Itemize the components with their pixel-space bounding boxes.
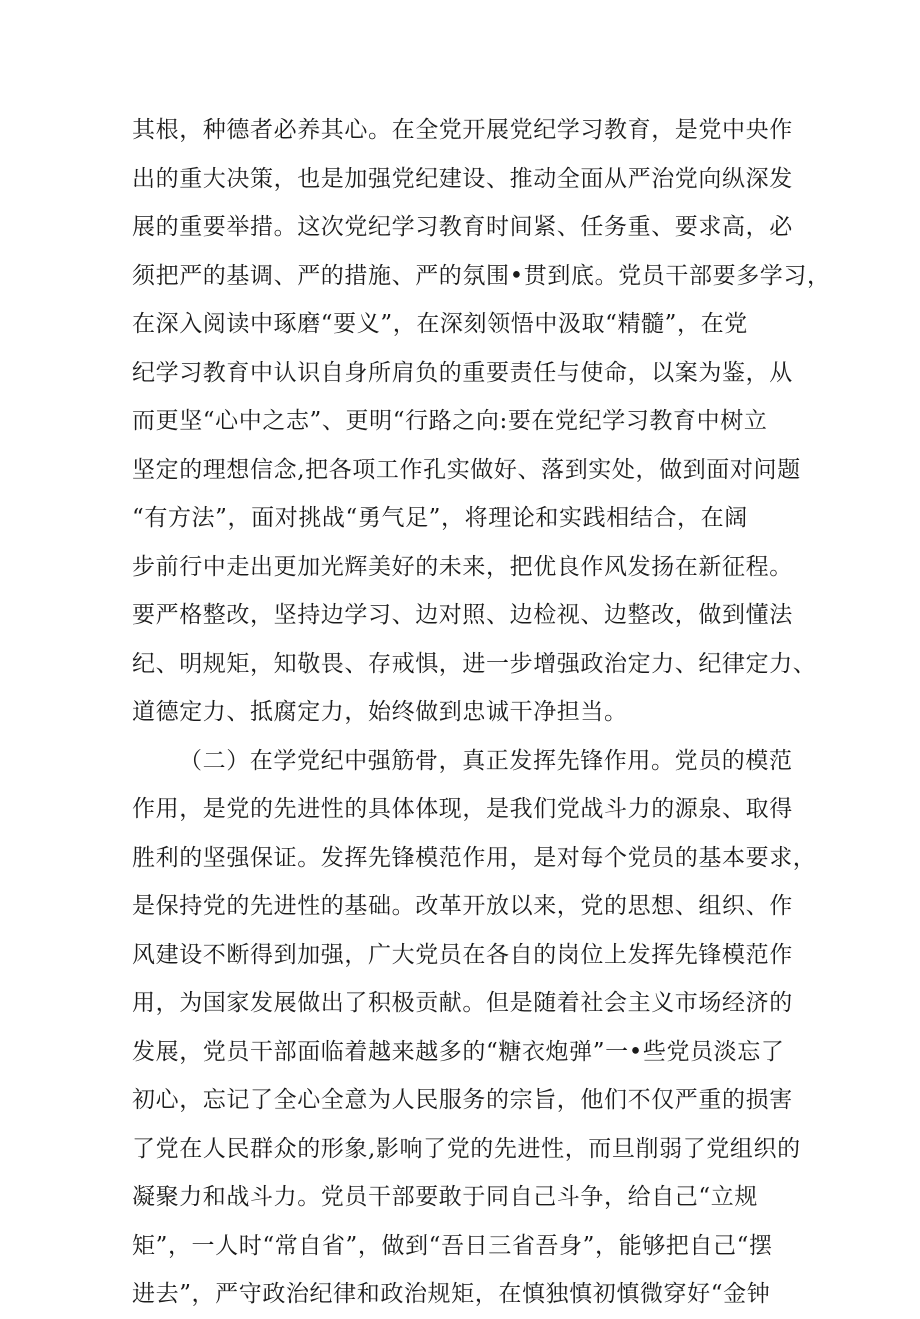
body-text	[132, 106, 831, 1319]
text-line: 纪、明规矩，知敬畏、存戒惧，进一步增强政治定力、纪律定力、	[132, 650, 817, 677]
text-line: 出的重大决策，也是加强党纪建设、推动全面从严治党向纵深发	[132, 165, 793, 192]
text-line: 作用，是党的先进性的具体体现，是我们党战斗力的源泉、取得	[132, 796, 793, 822]
text-line: 初心，忘记了全心全意为人民服务的宗旨，他们不仅严重的损害	[132, 1087, 793, 1113]
text-line: 其根，种德者必养其心。在全党开展党纪学习教育，是党中央作	[132, 117, 793, 143]
text-line: 发展，党员干部面临着越来越多的“糖衣炮弹”一•些党员淡忘了	[132, 1038, 785, 1065]
text-line: 道德定力、抵腐定力，始终做到忠诚干净担当。	[132, 699, 628, 725]
text-line: 要严格整改，坚持边学习、边对照、边检视、边整改，做到懂法	[132, 602, 793, 628]
text-line: 坚定的理想信念,把各项工作孔实做好、落到实处，做到面对问题	[132, 456, 801, 483]
text-line: 是保持党的先进性的基础。改革开放以来，党的思想、组织、作	[132, 893, 793, 919]
text-line: 步前行中走出更加光辉美好的未来，把优良作风发扬在新征程。	[132, 553, 793, 580]
text-line: 矩”，一人时“常自省”，做到“吾日三省吾身”，能够把自己“摆	[132, 1232, 773, 1259]
text-line: 须把严的基调、严的措施、严的氛围•贯到底。党员干部要多学习，	[132, 262, 831, 289]
text-line: 胜利的坚强保证。发挥先锋模范作用，是对每个党员的基本要求，	[132, 844, 817, 871]
text-line: 展的重要举措。这次党纪学习教育时间紧、任务重、要求高，必	[132, 214, 793, 240]
section-heading-line: （二）在学党纪中强筋骨，真正发挥先锋作用。党员的模范	[179, 747, 793, 774]
text-line: 凝聚力和战斗力。党员干部要敢于同自己斗争，给自己“立规	[132, 1184, 758, 1210]
text-line: 风建设不断得到加强，广大党员在各自的岗位上发挥先锋模范作	[132, 941, 793, 968]
text-line: 用，为国家发展做出了积极贡献。但是随着社会主义市场经济的	[132, 990, 793, 1016]
text-line: 进去”，严守政治纪律和政治规矩，在慎独慎初慎微穿好“金钟	[132, 1281, 771, 1307]
text-line: 在深入阅读中琢磨“要义”，在深刻领悟中汲取“精髓”，在党	[132, 311, 748, 337]
text-line: 了党在人民群众的形象,影响了党的先进性，而旦削弱了党组织的	[132, 1135, 801, 1162]
text-line: 而更坚“心中之志”、更明“行路之向:要在党纪学习教育中树立	[132, 408, 768, 434]
text-line: “有方法”，面对挑战“勇气足”，将理论和实践相结合，在阔	[132, 505, 748, 531]
text-line: 纪学习教育中认识自身所肩负的重要责任与使命，以案为鉴，从	[132, 359, 793, 386]
